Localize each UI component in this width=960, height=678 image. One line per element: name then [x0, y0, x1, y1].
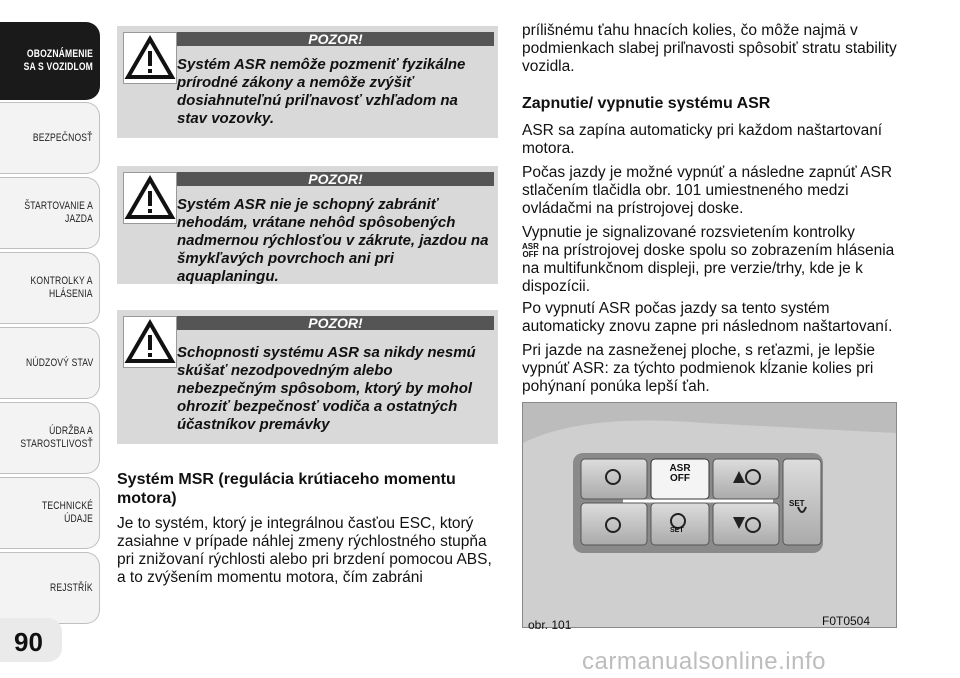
off-label: OFF [670, 473, 690, 484]
tab-label: ÚDRŽBA A STAROSTLIVOSŤ [20, 425, 93, 450]
tab-startovanie[interactable] [0, 177, 100, 249]
page-number: 90 [14, 627, 43, 657]
section-heading-msr: Systém MSR (regulácia krútiaceho momentu motora) [117, 471, 456, 507]
paragraph-asr-3 [522, 224, 907, 296]
figure-asr-button-panel [522, 402, 897, 628]
paragraph-text: Vypnutie je signalizované rozsvietením kontrolky [522, 224, 855, 241]
figure-code: F0T0504 [822, 614, 871, 628]
tab-label: ŠTARTOVANIE A JAZDA [24, 200, 93, 225]
asr-label: ASR [669, 463, 691, 474]
asr-off-indicator-icon: ASR OFF [522, 241, 539, 259]
tab-nudzovy-stav[interactable] [0, 327, 100, 399]
paragraph-msr: Je to systém, ktorý je integrálnou časťou ESC, ktorý zasiahne v prípade náhlej zmeny rýchlostného stupňa pri znižovaní rýchlosti alebo pri brzdení pomocou ABS, a to zvýšením momentu motora, čím zabráni [117, 515, 492, 586]
paragraph-asr-5: Pri jazde na zasneženej ploche, s reťazmi, je lepšie vypnúť ASR: za týchto podmienok kĺzanie kolies pri pohýnaní ponúka lepší ťah. [522, 342, 876, 395]
set-button-label: SET [789, 499, 805, 508]
paragraph-asr-4: Po vypnutí ASR počas jazdy sa tento systém automaticky znovu zapne pri následnom naštartovaní. [522, 300, 893, 335]
paragraph-text: na prístrojovej doske spolu so zobrazením hlásenia na multifunkčnom displeji, pre verzie/trhy, kde je k dispozícii. [522, 242, 895, 295]
warning-text: Systém ASR nemôže pozmeniť fyzikálne prírodné zákony a nemôže zvýšiť dosiahnuteľnú priľnavosť vzhľadom na stav vozovky. [177, 56, 466, 127]
button-panel-illustration [523, 403, 896, 627]
warning-text: Systém ASR nie je schopný zabrániť nehodám, vrátane nehôd spôsobených nadmernou rýchlosťou v zákrute, jazdou na šmykľavých povrchoch ani pri aquaplaningu. [177, 196, 489, 285]
set-label-small: SET [670, 527, 684, 534]
paragraph-continued: prílišnému ťahu hnacích kolies, čo môže najmä v podmienkach slabej priľnavosti spôsobiť stratu stability vozidla. [522, 22, 897, 75]
tab-rejstrik[interactable] [0, 552, 100, 624]
tab-bezpecnost[interactable] [0, 102, 100, 174]
warning-box [117, 310, 498, 444]
tab-kontrolky[interactable] [0, 252, 100, 324]
paragraph-asr-1: ASR sa zapína automaticky pri každom naštartovaní motora. [522, 122, 883, 157]
warning-header: POZOR! [177, 32, 494, 46]
tab-technicke-udaje[interactable] [0, 477, 100, 549]
tab-label: NÚDZOVÝ STAV [25, 356, 93, 369]
warning-box [117, 166, 498, 284]
warning-header: POZOR! [177, 172, 494, 186]
tab-label: KONTROLKY A HLÁSENIA [30, 275, 93, 300]
warning-header: POZOR! [177, 316, 494, 330]
tab-label: TECHNICKÉ ÚDAJE [42, 500, 93, 525]
watermark: carmanualsonline.info [582, 648, 826, 675]
warning-box [117, 26, 498, 138]
tab-label: REJSTŘÍK [50, 581, 93, 594]
tab-oboznamenie[interactable] [0, 22, 100, 100]
figure-caption: obr. 101 [528, 618, 572, 632]
asr-off-button[interactable] [665, 464, 695, 484]
warning-text: Schopnosti systému ASR sa nikdy nesmú skúšať nezodpovedným alebo nebezpečným spôsobom, ktorý by mohol ohroziť bezpečnosť vodiča a ostatných účastníkov premávky [177, 344, 476, 433]
tab-label: BEZPEČNOSŤ [33, 131, 93, 144]
section-heading-asr: Zapnutie/ vypnutie systému ASR [522, 95, 771, 112]
tab-udrzba[interactable] [0, 402, 100, 474]
tab-label: OBOZNÁMENIE SA S VOZIDLOM [23, 48, 94, 73]
paragraph-asr-2: Počas jazdy je možné vypnúť a následne zapnúť ASR stlačením tlačidla obr. 101 umiestneného medzi ovládačmi na prístrojovej doske. [522, 164, 893, 217]
